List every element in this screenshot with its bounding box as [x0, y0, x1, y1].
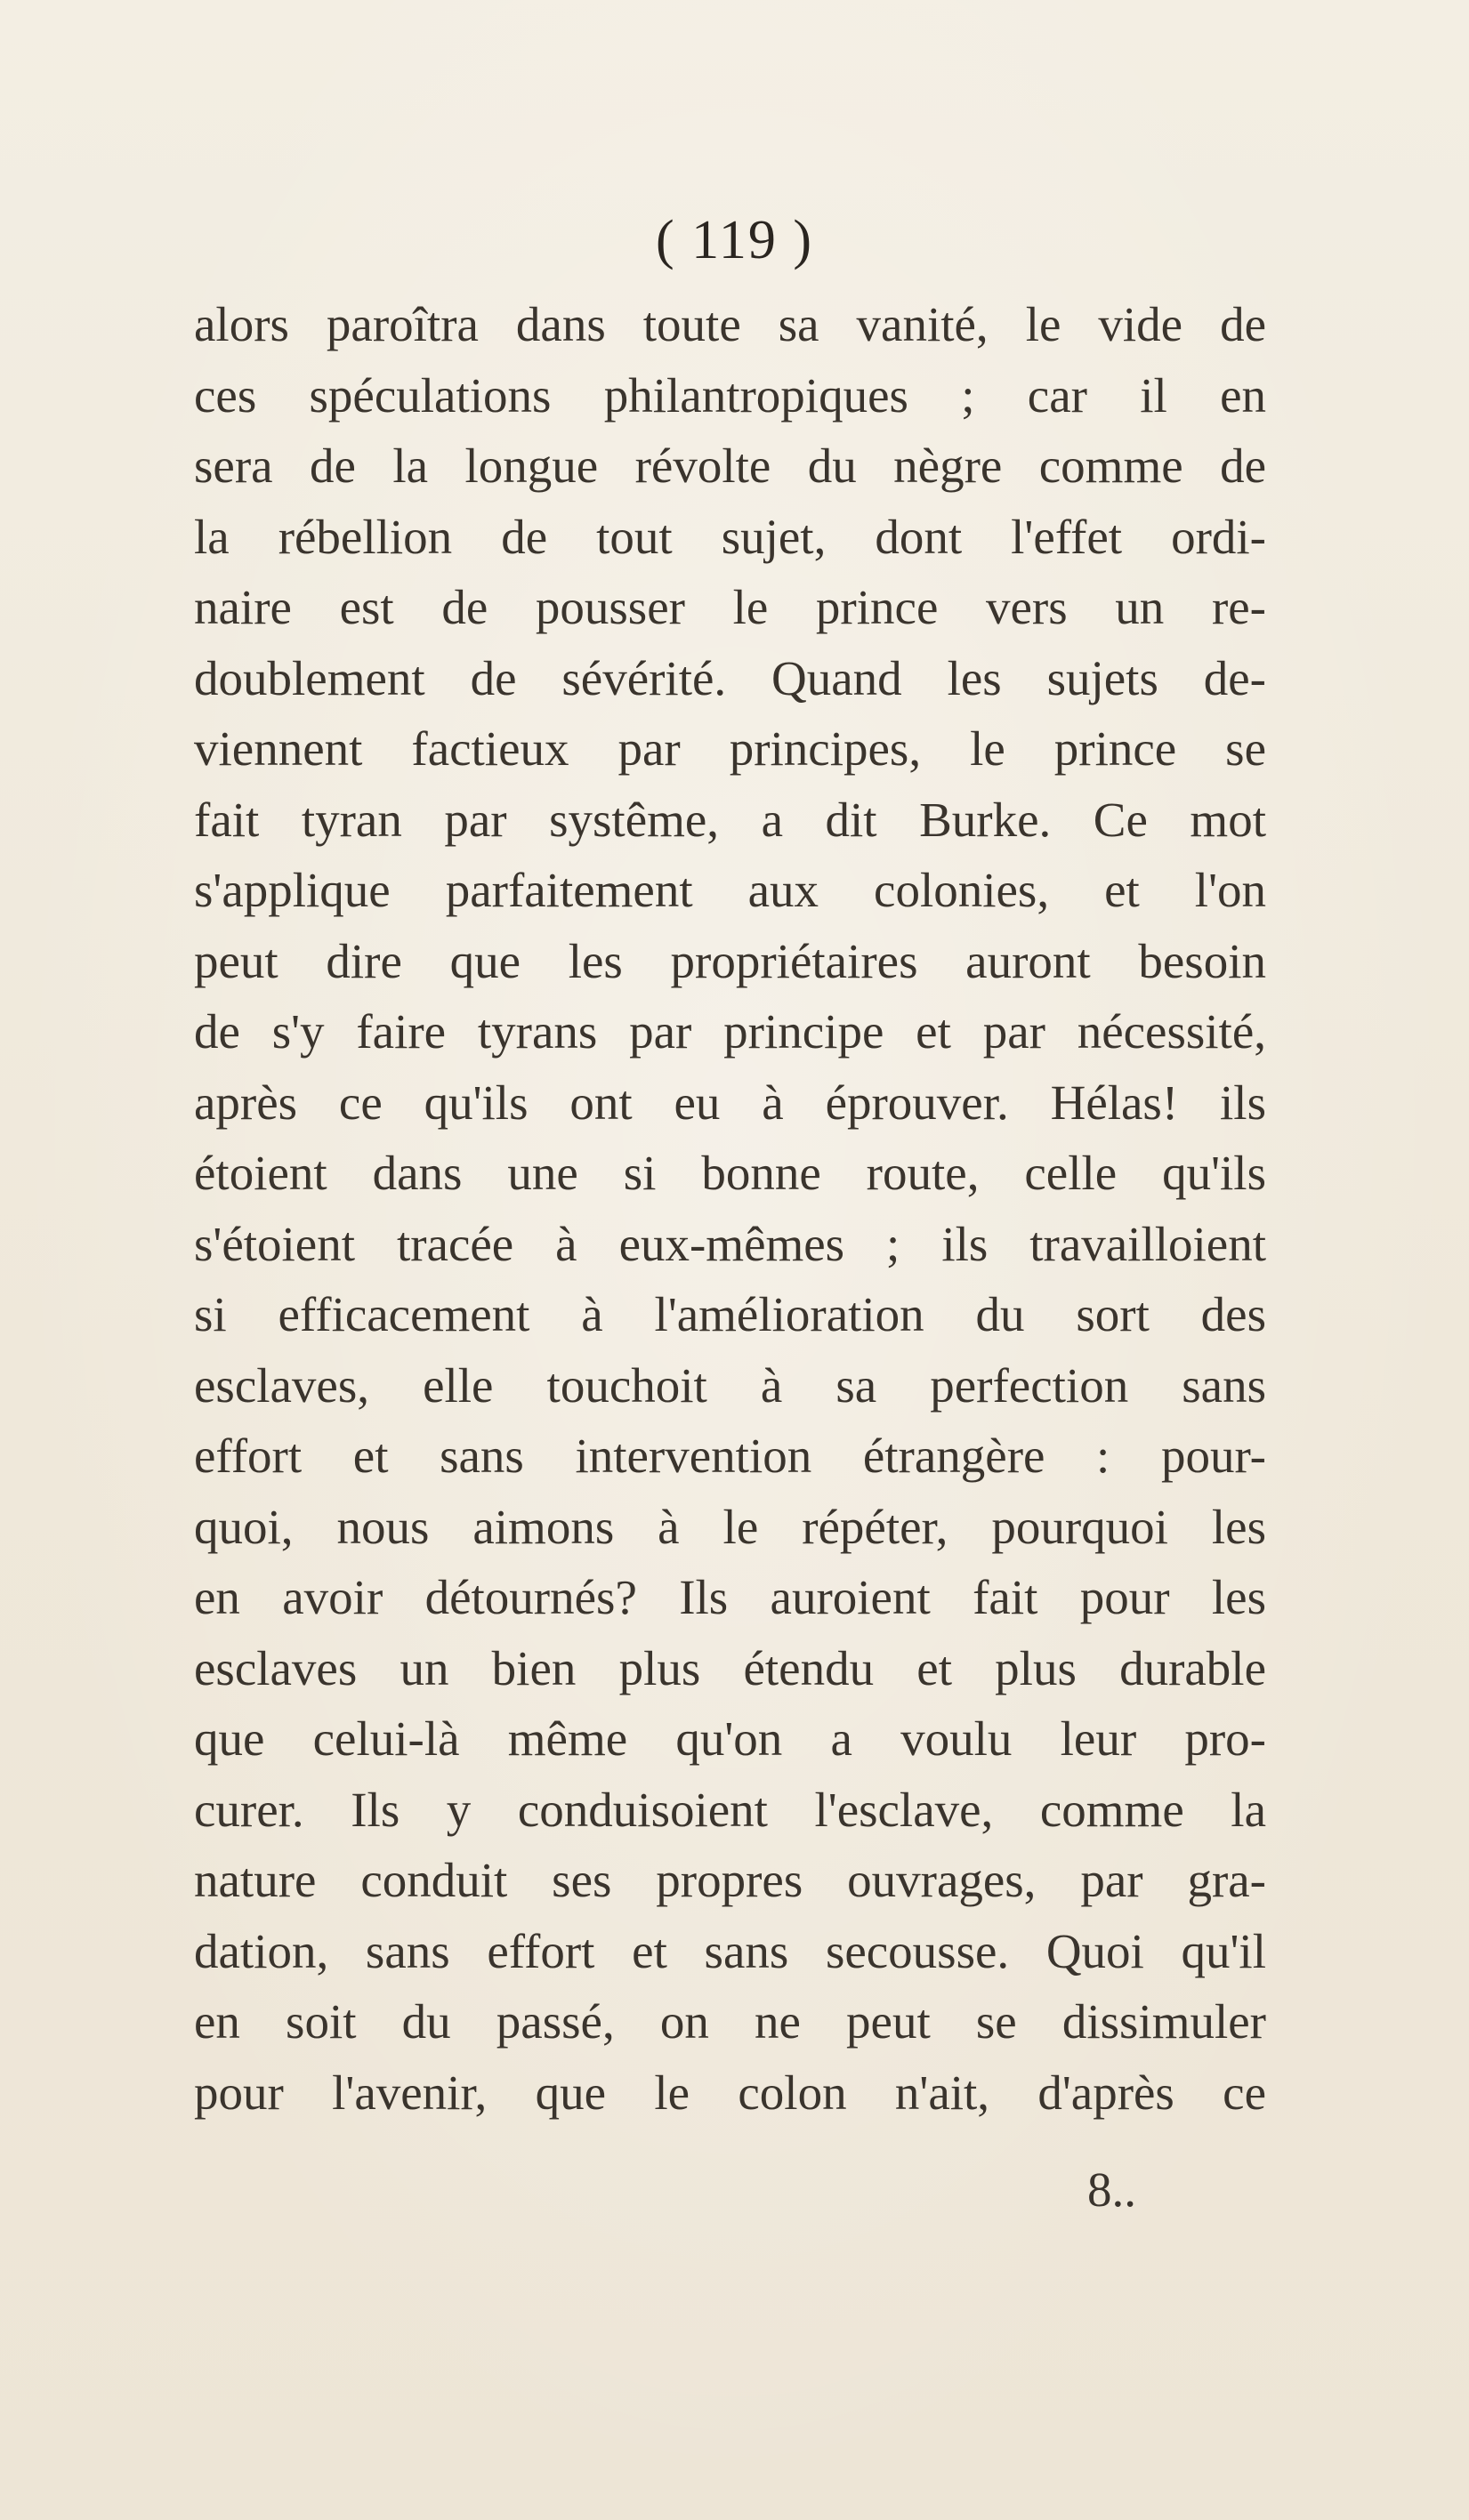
text-line: de s'y faire tyrans par principe et par nécessité, — [194, 1004, 1266, 1059]
text-line: pour l'avenir, que le colon n'ait, d'après ce — [194, 2065, 1266, 2120]
text-line: en avoir détournés? Ils auroient fait pour les — [194, 1570, 1266, 1624]
body-text — [194, 289, 1266, 2128]
text-line: après ce qu'ils ont eu à éprouver. Hélas! ils — [194, 1075, 1266, 1130]
text-line: en soit du passé, on ne peut se dissimuler — [194, 1994, 1266, 2049]
text-line: si efficacement à l'amélioration du sort des — [194, 1287, 1266, 1341]
text-line: fait tyran par systême, a dit Burke. Ce mot — [194, 792, 1266, 847]
text-line: sera de la longue révolte du nègre comme de — [194, 439, 1266, 493]
text-line: la rébellion de tout sujet, dont l'effet ordi- — [194, 509, 1266, 564]
text-line: effort et sans intervention étrangère : pour- — [194, 1429, 1266, 1483]
text-line: viennent factieux par principes, le prince se — [194, 721, 1266, 776]
text-line: ces spéculations philantropiques ; car il en — [194, 367, 1266, 423]
text-line: dation, sans effort et sans secousse. Quoi qu'il — [194, 1923, 1266, 1978]
text-line: alors paroîtra dans toute sa vanité, le vide de — [194, 297, 1266, 351]
text-line: s'étoient tracée à eux-mêmes ; ils travailloient — [194, 1216, 1266, 1271]
text-line: que celui-là même qu'on a voulu leur pro- — [194, 1711, 1266, 1766]
text-line: nature conduit ses propres ouvrages, par gra- — [194, 1853, 1266, 1907]
text-line: esclaves un bien plus étendu et plus durable — [194, 1640, 1266, 1695]
page-number: ( 119 ) — [656, 210, 813, 270]
text-line: s'applique parfaitement aux colonies, et l'on — [194, 863, 1266, 917]
text-line: étoient dans une si bonne route, celle qu'ils — [194, 1146, 1266, 1200]
text-line: quoi, nous aimons à le répéter, pourquoi les — [194, 1499, 1266, 1554]
text-line: naire est de pousser le prince vers un re- — [194, 580, 1266, 634]
text-line: esclaves, elle touchoit à sa perfection sans — [194, 1357, 1266, 1413]
text-line: curer. Ils y conduisoient l'esclave, comme la — [194, 1782, 1266, 1837]
catchword-signature: 8.. — [1087, 2162, 1136, 2217]
text-line: peut dire que les propriétaires auront besoin — [194, 933, 1266, 988]
text-line: doublement de sévérité. Quand les sujets de- — [194, 650, 1266, 705]
